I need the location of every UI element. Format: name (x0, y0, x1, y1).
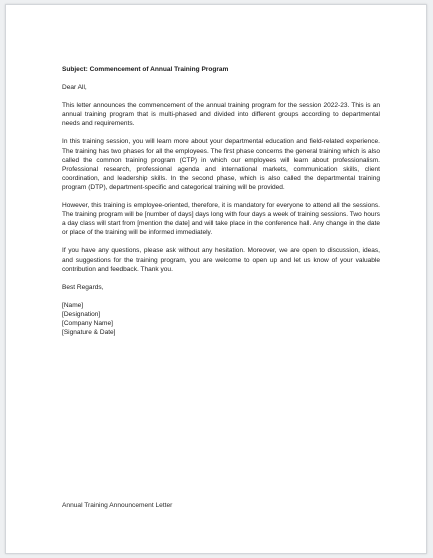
letter-salutation: Dear All, (62, 84, 87, 92)
letter-body (62, 65, 380, 337)
letter-closing: Best Regards, (62, 283, 104, 291)
signature-date: [Signature & Date] (62, 329, 116, 337)
signature-name: [Name] (62, 301, 84, 309)
signature-company: [Company Name] (62, 319, 113, 327)
signature-block (62, 301, 380, 337)
paragraph-training-details: In this training session, you will learn more about your departmental education and field-related experience. The training has two phases for all the employees. The first phase concerns the general training which is also called the common training program (CTP) in which our employees will learn about professionalism. Professional research, professional agenda and international markets, communication skills, client coordination, and leadership skills. In the second phase, which is also called the departmental training program (DTP), department-specific and categorical training will be provided. (62, 138, 380, 191)
signature-designation: [Designation] (62, 310, 101, 318)
letter-subject: Subject: Commencement of Annual Training Program (62, 66, 229, 73)
page-footer: Annual Training Announcement Letter (62, 502, 173, 509)
document-page (5, 4, 427, 554)
paragraph-questions: If you have any questions, please ask without any hesitation. Moreover, we are open to discussion, ideas, and suggestions for the training program, you are welcome to open up and let us know of your valuable contribution and feedback. Thank you. (62, 247, 380, 273)
paragraph-announcement: This letter announces the commencement of the annual training program for the session 2022-23. This is an annual training program that is multi-phased and divided into different groups according to departmental needs and requirements. (62, 102, 380, 128)
paragraph-attendance: However, this training is employee-oriented, therefore, it is mandatory for everyone to attend all the sessions. The training program will be [number of days] days long with four days a week of training sessions. Two hours a day class will start from [mention the date] and will take place in the conference hall. Any change in the date or place of the training will be informed immediately. (62, 202, 380, 237)
